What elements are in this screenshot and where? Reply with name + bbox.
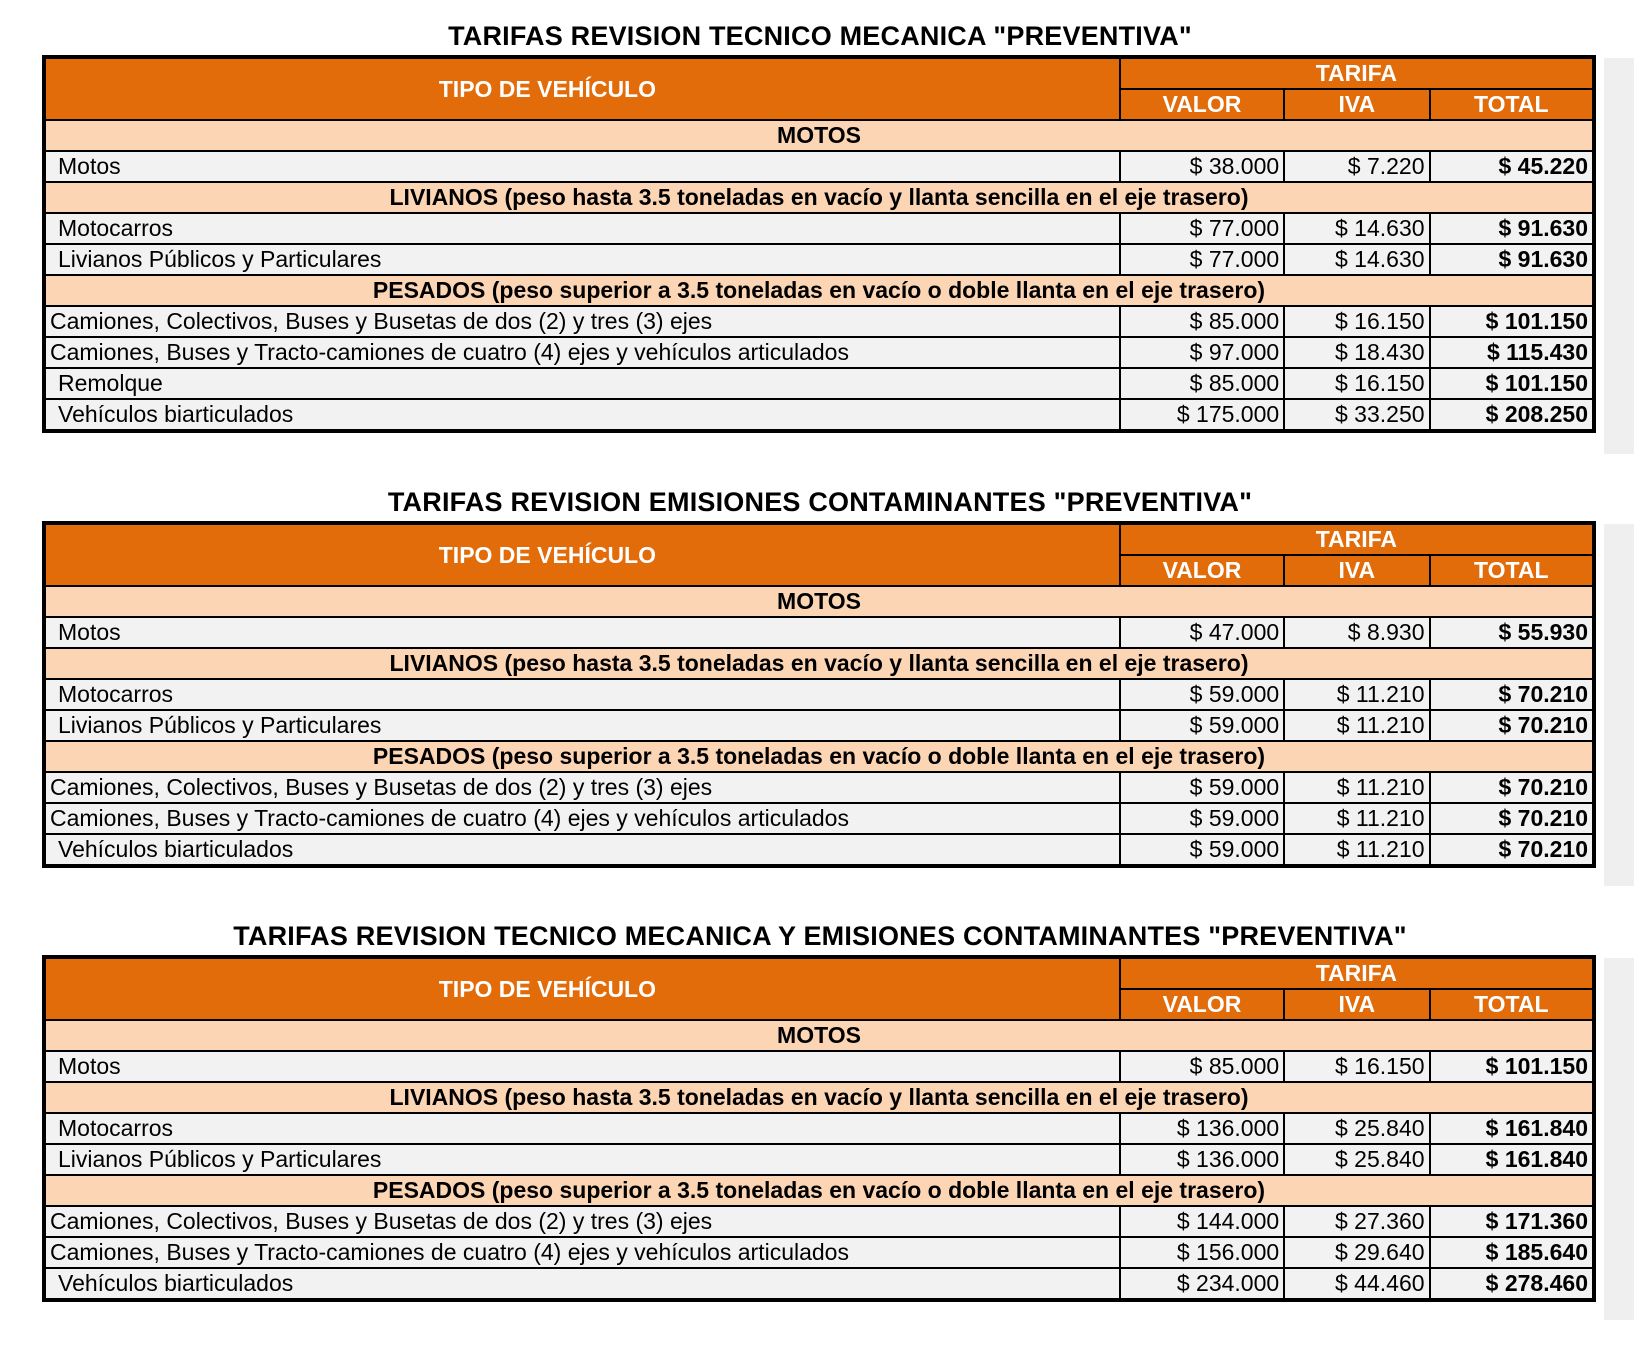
total-cell: $ 70.210 (1430, 710, 1594, 741)
iva-cell: $ 11.210 (1284, 772, 1429, 803)
iva-cell: $ 33.250 (1284, 399, 1429, 431)
valor-cell: $ 59.000 (1120, 772, 1284, 803)
iva-cell: $ 25.840 (1284, 1144, 1429, 1175)
header-iva: IVA (1284, 989, 1429, 1020)
table-row (44, 1051, 1594, 1082)
vehicle-name: Motos (44, 151, 1120, 182)
vehicle-name: Vehículos biarticulados (44, 1268, 1120, 1300)
valor-cell: $ 85.000 (1120, 368, 1284, 399)
iva-cell: $ 18.430 (1284, 337, 1429, 368)
total-cell: $ 161.840 (1430, 1144, 1594, 1175)
iva-cell: $ 16.150 (1284, 306, 1429, 337)
table-row (44, 337, 1594, 368)
total-cell: $ 161.840 (1430, 1113, 1594, 1144)
iva-cell: $ 25.840 (1284, 1113, 1429, 1144)
table-row (44, 1144, 1594, 1175)
side-strip (1604, 958, 1634, 1320)
table-row (44, 306, 1594, 337)
iva-cell: $ 7.220 (1284, 151, 1429, 182)
iva-cell: $ 14.630 (1284, 244, 1429, 275)
valor-cell: $ 77.000 (1120, 213, 1284, 244)
table-row (44, 834, 1594, 866)
table-row (44, 1237, 1594, 1268)
total-cell: $ 70.210 (1430, 679, 1594, 710)
vehicle-name: Motos (44, 617, 1120, 648)
valor-cell: $ 59.000 (1120, 679, 1284, 710)
table-row (44, 617, 1594, 648)
total-cell: $ 171.360 (1430, 1206, 1594, 1237)
valor-cell: $ 85.000 (1120, 306, 1284, 337)
header-valor: VALOR (1120, 555, 1284, 586)
vehicle-name: Camiones, Colectivos, Buses y Busetas de dos (2) y tres (3) ejes (44, 1206, 1120, 1237)
total-cell: $ 91.630 (1430, 213, 1594, 244)
iva-cell: $ 8.930 (1284, 617, 1429, 648)
category-motos: MOTOS (44, 120, 1594, 151)
total-cell: $ 208.250 (1430, 399, 1594, 431)
total-cell: $ 91.630 (1430, 244, 1594, 275)
total-cell: $ 278.460 (1430, 1268, 1594, 1300)
total-cell: $ 101.150 (1430, 368, 1594, 399)
table-row (44, 368, 1594, 399)
header-valor: VALOR (1120, 989, 1284, 1020)
iva-cell: $ 11.210 (1284, 679, 1429, 710)
header-total: TOTAL (1430, 555, 1594, 586)
valor-cell: $ 38.000 (1120, 151, 1284, 182)
tarifas-table-emisiones (42, 521, 1596, 868)
vehicle-name: Camiones, Buses y Tracto-camiones de cuatro (4) ejes y vehículos articulados (44, 337, 1120, 368)
category-pesados: PESADOS (peso superior a 3.5 toneladas en vacío o doble llanta en el eje trasero) (44, 1175, 1594, 1206)
vehicle-name: Motocarros (44, 679, 1120, 710)
vehicle-name: Livianos Públicos y Particulares (44, 710, 1120, 741)
vehicle-name: Motos (44, 1051, 1120, 1082)
vehicle-name: Camiones, Colectivos, Buses y Busetas de dos (2) y tres (3) ejes (44, 306, 1120, 337)
valor-cell: $ 97.000 (1120, 337, 1284, 368)
category-motos: MOTOS (44, 586, 1594, 617)
vehicle-name: Camiones, Colectivos, Buses y Busetas de dos (2) y tres (3) ejes (44, 772, 1120, 803)
table-row (44, 803, 1594, 834)
table-row (44, 213, 1594, 244)
side-strip (1604, 524, 1634, 886)
header-valor: VALOR (1120, 89, 1284, 120)
iva-cell: $ 44.460 (1284, 1268, 1429, 1300)
total-cell: $ 55.930 (1430, 617, 1594, 648)
vehicle-name: Remolque (44, 368, 1120, 399)
iva-cell: $ 11.210 (1284, 710, 1429, 741)
table-row (44, 1268, 1594, 1300)
iva-cell: $ 11.210 (1284, 834, 1429, 866)
category-livianos: LIVIANOS (peso hasta 3.5 toneladas en vacío y llanta sencilla en el eje trasero) (44, 648, 1594, 679)
tarifas-table-tecnico-mecanica (42, 55, 1596, 433)
header-tipo-vehiculo: TIPO DE VEHÍCULO (44, 57, 1120, 120)
table-row (44, 151, 1594, 182)
vehicle-name: Motocarros (44, 213, 1120, 244)
header-total: TOTAL (1430, 89, 1594, 120)
category-livianos: LIVIANOS (peso hasta 3.5 toneladas en vacío y llanta sencilla en el eje trasero) (44, 1082, 1594, 1113)
vehicle-name: Camiones, Buses y Tracto-camiones de cuatro (4) ejes y vehículos articulados (44, 1237, 1120, 1268)
category-livianos: LIVIANOS (peso hasta 3.5 toneladas en vacío y llanta sencilla en el eje trasero) (44, 182, 1594, 213)
valor-cell: $ 234.000 (1120, 1268, 1284, 1300)
valor-cell: $ 144.000 (1120, 1206, 1284, 1237)
iva-cell: $ 11.210 (1284, 803, 1429, 834)
total-cell: $ 185.640 (1430, 1237, 1594, 1268)
vehicle-name: Livianos Públicos y Particulares (44, 1144, 1120, 1175)
valor-cell: $ 59.000 (1120, 710, 1284, 741)
total-cell: $ 101.150 (1430, 306, 1594, 337)
side-strip (1604, 58, 1634, 454)
header-tipo-vehiculo: TIPO DE VEHÍCULO (44, 523, 1120, 586)
tarifas-table-tecnico-mecanica-y-emisiones (42, 955, 1596, 1302)
valor-cell: $ 77.000 (1120, 244, 1284, 275)
category-pesados: PESADOS (peso superior a 3.5 toneladas en vacío o doble llanta en el eje trasero) (44, 741, 1594, 772)
table-row (44, 772, 1594, 803)
header-tarifa: TARIFA (1120, 957, 1594, 989)
valor-cell: $ 136.000 (1120, 1113, 1284, 1144)
vehicle-name: Motocarros (44, 1113, 1120, 1144)
valor-cell: $ 47.000 (1120, 617, 1284, 648)
table-row (44, 244, 1594, 275)
header-tarifa: TARIFA (1120, 57, 1594, 89)
total-cell: $ 101.150 (1430, 1051, 1594, 1082)
iva-cell: $ 16.150 (1284, 368, 1429, 399)
vehicle-name: Vehículos biarticulados (44, 399, 1120, 431)
total-cell: $ 115.430 (1430, 337, 1594, 368)
table-row (44, 679, 1594, 710)
table-row (44, 1113, 1594, 1144)
valor-cell: $ 156.000 (1120, 1237, 1284, 1268)
total-cell: $ 70.210 (1430, 803, 1594, 834)
vehicle-name: Livianos Públicos y Particulares (44, 244, 1120, 275)
iva-cell: $ 16.150 (1284, 1051, 1429, 1082)
valor-cell: $ 175.000 (1120, 399, 1284, 431)
header-iva: IVA (1284, 555, 1429, 586)
iva-cell: $ 29.640 (1284, 1237, 1429, 1268)
table-title: TARIFAS REVISION TECNICO MECANICA Y EMISIONES CONTAMINANTES "PREVENTIVA" (233, 921, 1407, 951)
table-title: TARIFAS REVISION TECNICO MECANICA "PREVENTIVA" (448, 21, 1192, 51)
header-iva: IVA (1284, 89, 1429, 120)
iva-cell: $ 27.360 (1284, 1206, 1429, 1237)
vehicle-name: Camiones, Buses y Tracto-camiones de cuatro (4) ejes y vehículos articulados (44, 803, 1120, 834)
valor-cell: $ 59.000 (1120, 834, 1284, 866)
vehicle-name: Vehículos biarticulados (44, 834, 1120, 866)
valor-cell: $ 59.000 (1120, 803, 1284, 834)
valor-cell: $ 136.000 (1120, 1144, 1284, 1175)
total-cell: $ 70.210 (1430, 772, 1594, 803)
table-row (44, 710, 1594, 741)
header-tipo-vehiculo: TIPO DE VEHÍCULO (44, 957, 1120, 1020)
iva-cell: $ 14.630 (1284, 213, 1429, 244)
valor-cell: $ 85.000 (1120, 1051, 1284, 1082)
header-total: TOTAL (1430, 989, 1594, 1020)
table-row (44, 1206, 1594, 1237)
table-row (44, 399, 1594, 431)
table-title: TARIFAS REVISION EMISIONES CONTAMINANTES "PREVENTIVA" (387, 487, 1253, 517)
header-tarifa: TARIFA (1120, 523, 1594, 555)
category-pesados: PESADOS (peso superior a 3.5 toneladas en vacío o doble llanta en el eje trasero) (44, 275, 1594, 306)
total-cell: $ 70.210 (1430, 834, 1594, 866)
category-motos: MOTOS (44, 1020, 1594, 1051)
total-cell: $ 45.220 (1430, 151, 1594, 182)
